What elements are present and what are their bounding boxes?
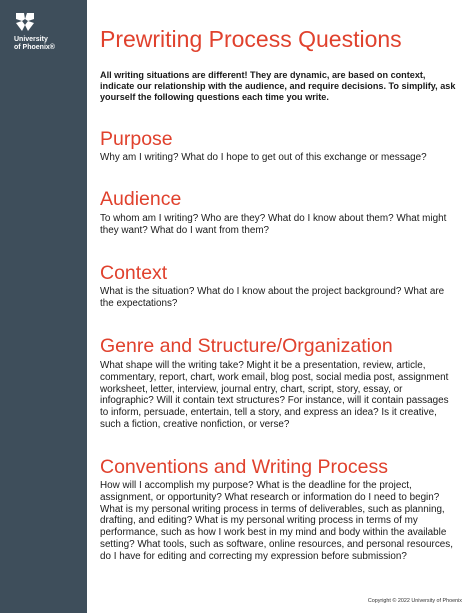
logo-text: University of Phoenix® [14, 36, 55, 51]
section-heading-audience: Audience [100, 188, 182, 210]
section-heading-conventions: Conventions and Writing Process [100, 456, 388, 478]
sidebar [0, 0, 87, 613]
section-heading-context: Context [100, 262, 168, 284]
section-body-conventions: How will I accomplish my purpose? What is the deadline for the project, assignment, or opportunity? What research or information do I need to begin? What is my personal writing process in terms of deliverables, such as planning, drafting, and editing? What is my personal writing process in terms of my performance, such as how I work best in my mind and body within the available setting? What tools, such as software, online resources, and personal resources, do I have for editing and correcting my expression before submission? [100, 480, 453, 562]
university-logo [14, 11, 78, 52]
section-body-context: What is the situation? What do I know about the project background? What are the expectations? [100, 286, 445, 309]
copyright-footer: Copyright © 2022 University of Phoenix [367, 598, 462, 604]
section-body-purpose: Why am I writing? What do I hope to get out of this exchange or message? [100, 152, 427, 163]
section-body-audience: To whom am I writing? Who are they? What do I know about them? What might they want? What do I want from them? [100, 213, 447, 236]
phoenix-bird-icon [14, 11, 36, 33]
section-heading-purpose: Purpose [100, 128, 173, 150]
intro-text: All writing situations are different! They are dynamic, are based on context, indicate our relationship with the audience, and require decisions. To simplify, ask yourself the following questions each time you write. [100, 70, 456, 102]
section-heading-genre-structure: Genre and Structure/Organization [100, 335, 393, 357]
section-body-genre-structure: What shape will the writing take? Might it be a presentation, review, article, commentary, report, chart, work email, blog post, social media post, assignment worksheet, letter, interview, journal entry, chart, script, story, essay, or infographic? Will it contain text structures? For instance, will it contain passages to inform, persuade, entertain, tell a story, and express an idea? Is it creative, such a fiction, creative nonfiction, or verse? [100, 360, 449, 430]
page-title: Prewriting Process Questions [100, 26, 402, 52]
